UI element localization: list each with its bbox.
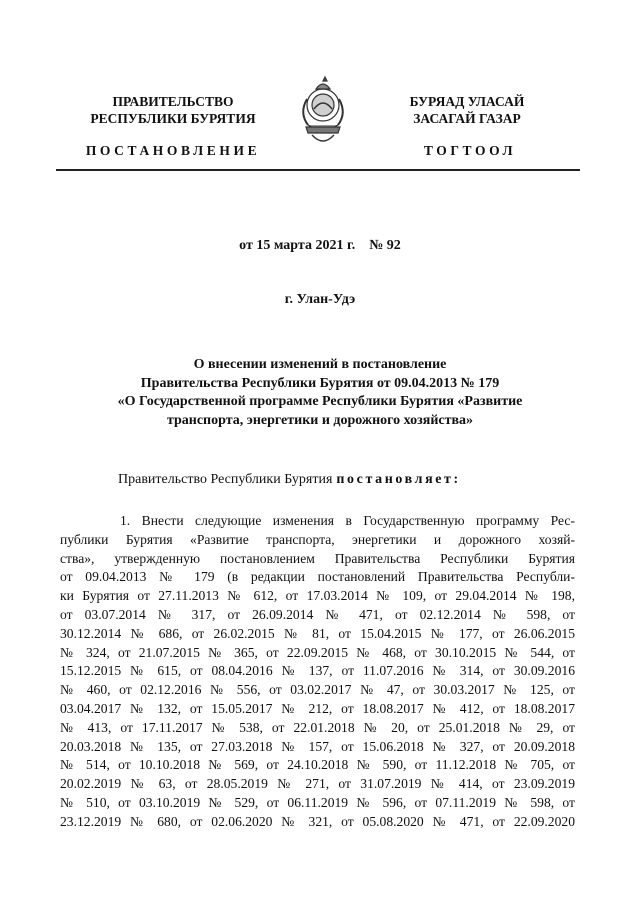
body-line: 23.12.2019 № 680, от 02.06.2020 № 321, от 05.08.2020 № 471, от 22.09.2020 xyxy=(60,813,575,829)
issuer-line: ПРАВИТЕЛЬСТВО xyxy=(112,94,234,109)
body-line: 1. Внести следующие изменения в Государственную программу Рес- xyxy=(120,513,575,528)
coat-of-arms-icon xyxy=(294,75,352,151)
issuer-line: ЗАСАГАЙ ГАЗАР xyxy=(413,111,521,126)
body-line: № 460, от 02.12.2016 № 556, от 03.02.2017 № 47, от 30.03.2017 № 125, от xyxy=(60,682,575,698)
body-line: ства», утвержденную постановлением Правительства Республики Бурятия xyxy=(60,550,575,566)
body-line: ки Бурятия от 27.11.2013 № 612, от 17.03.2014 № 109, от 29.04.2014 № 198, xyxy=(60,588,575,604)
body-line: № 514, от 10.10.2018 № 569, от 24.10.2018 № 590, от 11.12.2018 № 705, от xyxy=(60,757,575,773)
doc-type-russian: ПОСТАНОВЛЕНИЕ xyxy=(85,143,261,158)
body-line: 15.12.2015 № 615, от 08.04.2016 № 137, от 11.07.2016 № 314, от 30.09.2016 xyxy=(60,663,575,679)
body-line: 20.02.2019 № 63, от 28.05.2019 № 271, от 31.07.2019 № 414, от 23.09.2019 xyxy=(60,776,575,792)
doc-type-buryat: ТОГТООЛ xyxy=(423,143,517,158)
preamble xyxy=(118,472,461,488)
title-line: транспорта, энергетики и дорожного хозяйства» xyxy=(166,412,474,428)
title-line: «О Государственной программе Республики Бурятия «Развитие xyxy=(117,394,523,409)
document-title xyxy=(60,356,580,430)
document-date: от 15 марта 2021 г. xyxy=(239,238,356,253)
preamble-emphasis: постановляет: xyxy=(336,472,461,487)
document-date-line xyxy=(0,238,640,254)
issuer-name-buryat xyxy=(362,93,572,127)
title-line: О внесении изменений в постановление xyxy=(193,357,447,372)
body-line: от 03.07.2014 № 317, от 26.09.2014 № 471, от 02.12.2014 № 598, от xyxy=(60,606,575,622)
preamble-text: Правительство Республики Бурятия xyxy=(118,472,333,487)
document-number: № 92 xyxy=(369,238,401,253)
issuer-name-russian xyxy=(58,93,288,127)
issuer-line: БУРЯАД УЛАСАЙ xyxy=(409,94,525,109)
body-line: № 510, от 03.10.2019 № 529, от 06.11.2019 № 596, от 07.11.2019 № 598, от xyxy=(60,794,575,810)
title-line: Правительства Республики Бурятия от 09.04.2013 № 179 xyxy=(140,375,500,391)
body-line: 20.03.2018 № 135, от 27.03.2018 № 157, от 15.06.2018 № 327, от 20.09.2018 xyxy=(60,738,575,754)
body-line: публики Бурятия «Развитие транспорта, энергетики и дорожного хозяй- xyxy=(60,531,575,547)
body-line: 30.12.2014 № 686, от 26.02.2015 № 81, от 15.04.2015 № 177, от 26.06.2015 xyxy=(60,625,575,641)
body-paragraph xyxy=(60,512,575,832)
body-line: № 324, от 21.07.2015 № 365, от 22.09.2015 № 468, от 30.10.2015 № 544, от xyxy=(60,644,575,660)
body-line: от 09.04.2013 № 179 (в редакции постановлений Правительства Республи- xyxy=(60,569,575,585)
issuer-line: РЕСПУБЛИКИ БУРЯТИЯ xyxy=(90,111,256,126)
body-line: № 413, от 17.11.2017 № 538, от 22.01.2018 № 20, от 25.01.2018 № 29, от xyxy=(60,719,575,735)
document-city: г. Улан-Удэ xyxy=(284,292,356,307)
header-divider xyxy=(56,169,580,171)
body-line: 03.04.2017 № 132, от 15.05.2017 № 212, от 18.08.2017 № 412, от 18.08.2017 xyxy=(60,700,575,716)
